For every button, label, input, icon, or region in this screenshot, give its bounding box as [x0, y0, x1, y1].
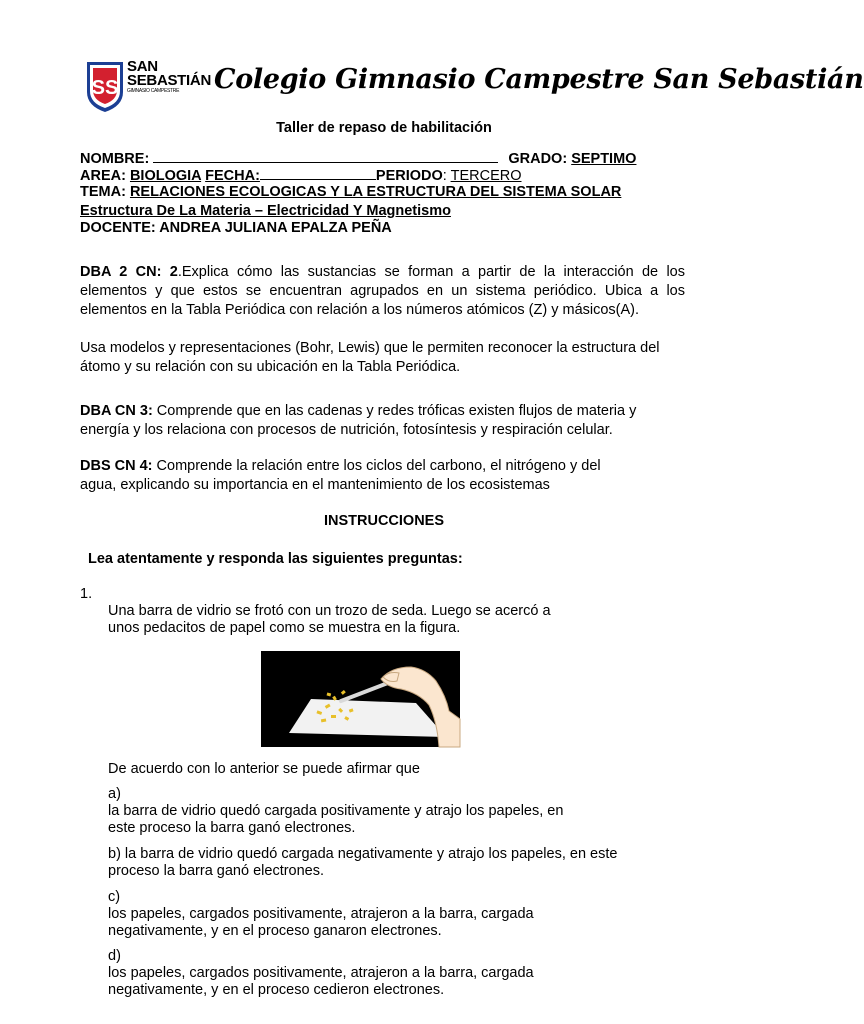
dba2-paragraph — [80, 263, 685, 320]
option-d-line-2: negativamente, y en el proceso cedieron electrones. — [108, 982, 445, 998]
periodo-value: TERCERO — [450, 168, 522, 184]
logo-line-1: SAN — [127, 58, 158, 75]
tema-value: RELACIONES ECOLOGICAS Y LA ESTRUCTURA DEL SISTEMA SOLAR — [129, 184, 622, 200]
option-c — [108, 889, 668, 940]
dbs4-text: Comprende la relación entre los ciclos del carbono, el nitrógeno y del agua, explicando su importancia en el mantenimiento de los ecosistemas — [80, 458, 601, 493]
tema-label: TEMA: — [80, 184, 126, 200]
svg-text:SS: SS — [91, 77, 119, 99]
logo-line-3: GIMNASIO CAMPESTRE — [127, 88, 180, 94]
question-stem-line-2: unos pedacitos de papel como se muestra en la figura. — [108, 620, 461, 636]
option-b-line-2: proceso la barra ganó electrones. — [108, 863, 325, 879]
docente: DOCENTE: ANDREA JULIANA EPALZA PEÑA — [80, 220, 392, 236]
instructions-heading: INSTRUCCIONES — [323, 513, 445, 529]
school-logo — [83, 58, 211, 114]
dba3-label: DBA CN 3: — [80, 403, 153, 419]
tema-line — [80, 184, 621, 201]
nombre-line — [80, 150, 636, 168]
school-name: Colegio Gimnasio Campestre San Sebastián — [214, 64, 864, 95]
option-b-letter: b) — [108, 846, 121, 862]
option-c-line-2: negativamente, y en el proceso ganaron electrones. — [108, 923, 442, 939]
dbs4-label: DBS CN 4: — [80, 458, 153, 474]
option-d-letter: d) — [108, 948, 121, 964]
fecha-blank — [260, 167, 376, 180]
dba2-label: DBA 2 CN: 2 — [80, 264, 178, 280]
glass-rod-paper-figure — [261, 651, 460, 747]
question-number: 1. — [80, 586, 93, 602]
nombre-label: NOMBRE: — [80, 151, 150, 167]
option-a-line-2: este proceso la barra ganó electrones. — [108, 820, 356, 836]
periodo-label: PERIODO — [375, 168, 443, 184]
option-d — [108, 948, 668, 999]
option-c-letter: c) — [108, 889, 121, 905]
dba2-text: .Explica cómo las sustancias se forman a partir de la interacción de los elementos y que estos se encuentran agrupados en un sistema periódico. Ubica a los elementos en la Tabla Periódica con relación a los números atómicos (Z) y másicos(A). — [80, 264, 685, 318]
logo-line-2: SEBASTIÁN — [127, 72, 211, 89]
grado-label: GRADO: — [508, 151, 568, 167]
option-d-line-1: los papeles, cargados positivamente, atrajeron a la barra, cargada — [108, 965, 534, 981]
fecha-label: FECHA: — [205, 168, 260, 184]
rod-attracting-paper-illustration — [261, 651, 460, 747]
area-line: AREA: BIOLOGIA FECHA: PERIODO: TERCERO — [80, 168, 522, 184]
option-a-line-1: la barra de vidrio quedó cargada positivamente y atrajo los papeles, en — [108, 803, 564, 819]
dba2-paragraph-2: Usa modelos y representaciones (Bohr, Lewis) que le permiten reconocer la estructura del átomo y su relación con su ubicación en la Tabla Periódica. — [80, 340, 660, 375]
question-prompt: De acuerdo con lo anterior se puede afirmar que — [108, 761, 420, 777]
document-title: Taller de repaso de habilitación — [276, 120, 492, 136]
option-b-line-1: la barra de vidrio quedó cargada negativamente y atrajo los papeles, en este — [120, 846, 618, 862]
nombre-blank — [153, 150, 498, 163]
question-stem-line-1: Una barra de vidrio se frotó con un trozo de seda. Luego se acercó a — [108, 603, 551, 619]
option-a-letter: a) — [108, 786, 121, 802]
dba3-paragraph — [80, 402, 650, 440]
area-value: BIOLOGIA — [129, 168, 202, 184]
area-label: AREA: — [80, 168, 126, 184]
subtema: Estructura De La Materia – Electricidad Y Magnetismo — [80, 203, 451, 219]
grado-value: SEPTIMO — [571, 151, 637, 167]
instructions-lead: Lea atentamente y responda las siguientes preguntas: — [88, 551, 463, 567]
dbs4-paragraph — [80, 457, 640, 495]
option-c-line-1: los papeles, cargados positivamente, atrajeron a la barra, cargada — [108, 906, 534, 922]
option-a — [108, 786, 668, 837]
option-b — [108, 846, 688, 880]
dba3-text: Comprende que en las cadenas y redes tróficas existen flujos de materia y energía y los relaciona con procesos de nutrición, fotosíntesis y respiración celular. — [80, 403, 637, 438]
